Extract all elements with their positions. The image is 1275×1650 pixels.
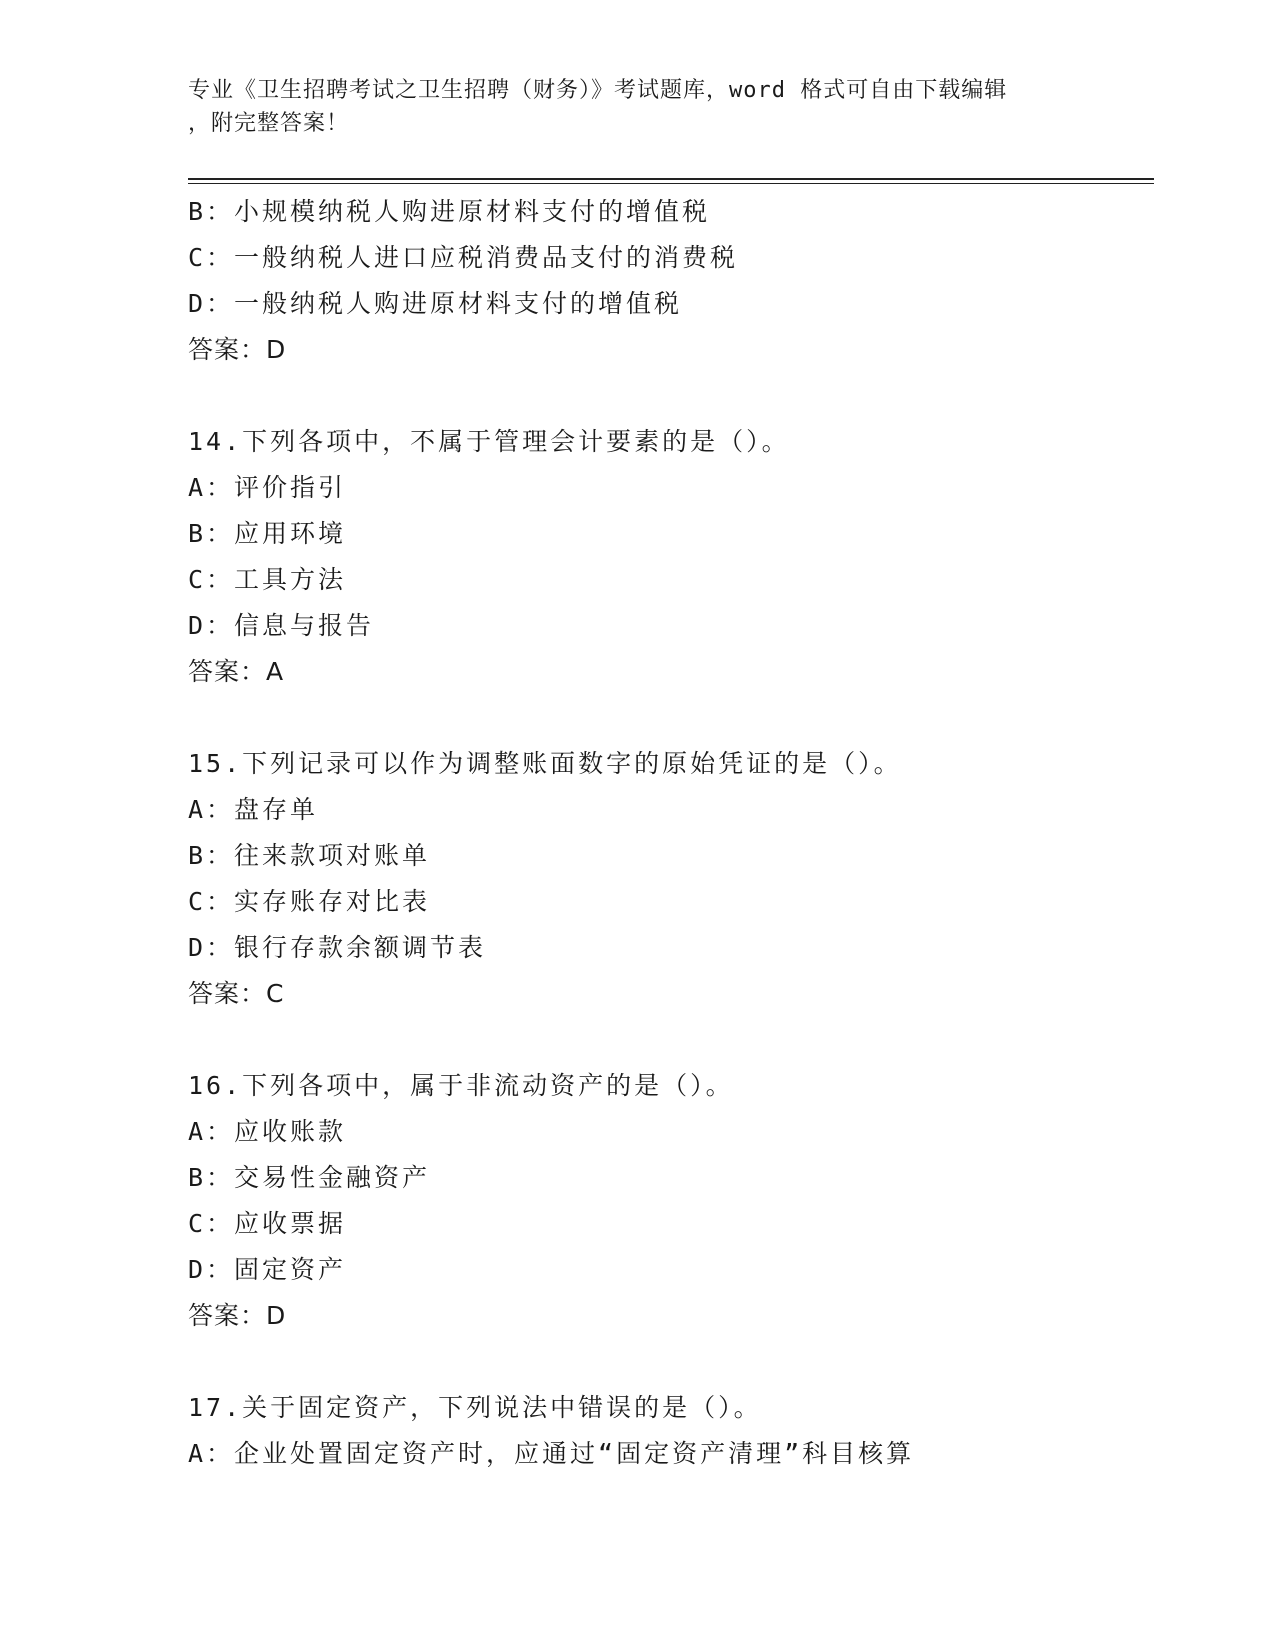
question-stem: 16.下列各项中，属于非流动资产的是（）。 — [188, 1071, 734, 1100]
question-14 — [188, 419, 1154, 695]
option-b: B：交易性金融资产 — [188, 1163, 431, 1192]
option-d: D：固定资产 — [188, 1255, 347, 1284]
question-list — [188, 189, 1154, 1477]
header-rule-thick — [188, 178, 1154, 180]
option-a: A：应收账款 — [188, 1117, 347, 1146]
answer-line: 答案：C — [188, 979, 285, 1008]
option-c: C：实存账存对比表 — [188, 887, 431, 916]
question-stem: 14.下列各项中，不属于管理会计要素的是（）。 — [188, 427, 790, 456]
header-rule-thin — [188, 183, 1154, 184]
spacer — [188, 695, 1154, 741]
question-16 — [188, 1063, 1154, 1339]
spacer — [188, 1017, 1154, 1063]
question-17 — [188, 1385, 1154, 1477]
option-d: D：一般纳税人购进原材料支付的增值税 — [188, 289, 683, 318]
question-stem: 17.关于固定资产，下列说法中错误的是（）。 — [188, 1393, 762, 1422]
option-a: A：盘存单 — [188, 795, 319, 824]
spacer — [188, 1339, 1154, 1385]
answer-line: 答案：D — [188, 335, 287, 364]
answer-line: 答案：A — [188, 657, 285, 686]
spacer — [188, 373, 1154, 419]
option-c: C：一般纳税人进口应税消费品支付的消费税 — [188, 243, 739, 272]
option-b: B：小规模纳税人购进原材料支付的增值税 — [188, 197, 711, 226]
option-d: D：银行存款余额调节表 — [188, 933, 487, 962]
document-header — [188, 74, 1088, 140]
option-d: D：信息与报告 — [188, 611, 375, 640]
header-line-1: 专业《卫生招聘考试之卫生招聘（财务）》考试题库，word 格式可自由下载编辑 — [188, 78, 1008, 103]
option-c: C：应收票据 — [188, 1209, 347, 1238]
option-b: B：往来款项对账单 — [188, 841, 431, 870]
header-line-2: ，附完整答案！ — [188, 111, 350, 136]
option-c: C：工具方法 — [188, 565, 347, 594]
question-15 — [188, 741, 1154, 1017]
question-13-continued — [188, 189, 1154, 373]
option-b: B：应用环境 — [188, 519, 347, 548]
answer-line: 答案：D — [188, 1301, 287, 1330]
option-a: A：企业处置固定资产时，应通过“固定资产清理”科目核算 — [188, 1439, 915, 1468]
option-a: A：评价指引 — [188, 473, 347, 502]
question-stem: 15.下列记录可以作为调整账面数字的原始凭证的是（）。 — [188, 749, 902, 778]
